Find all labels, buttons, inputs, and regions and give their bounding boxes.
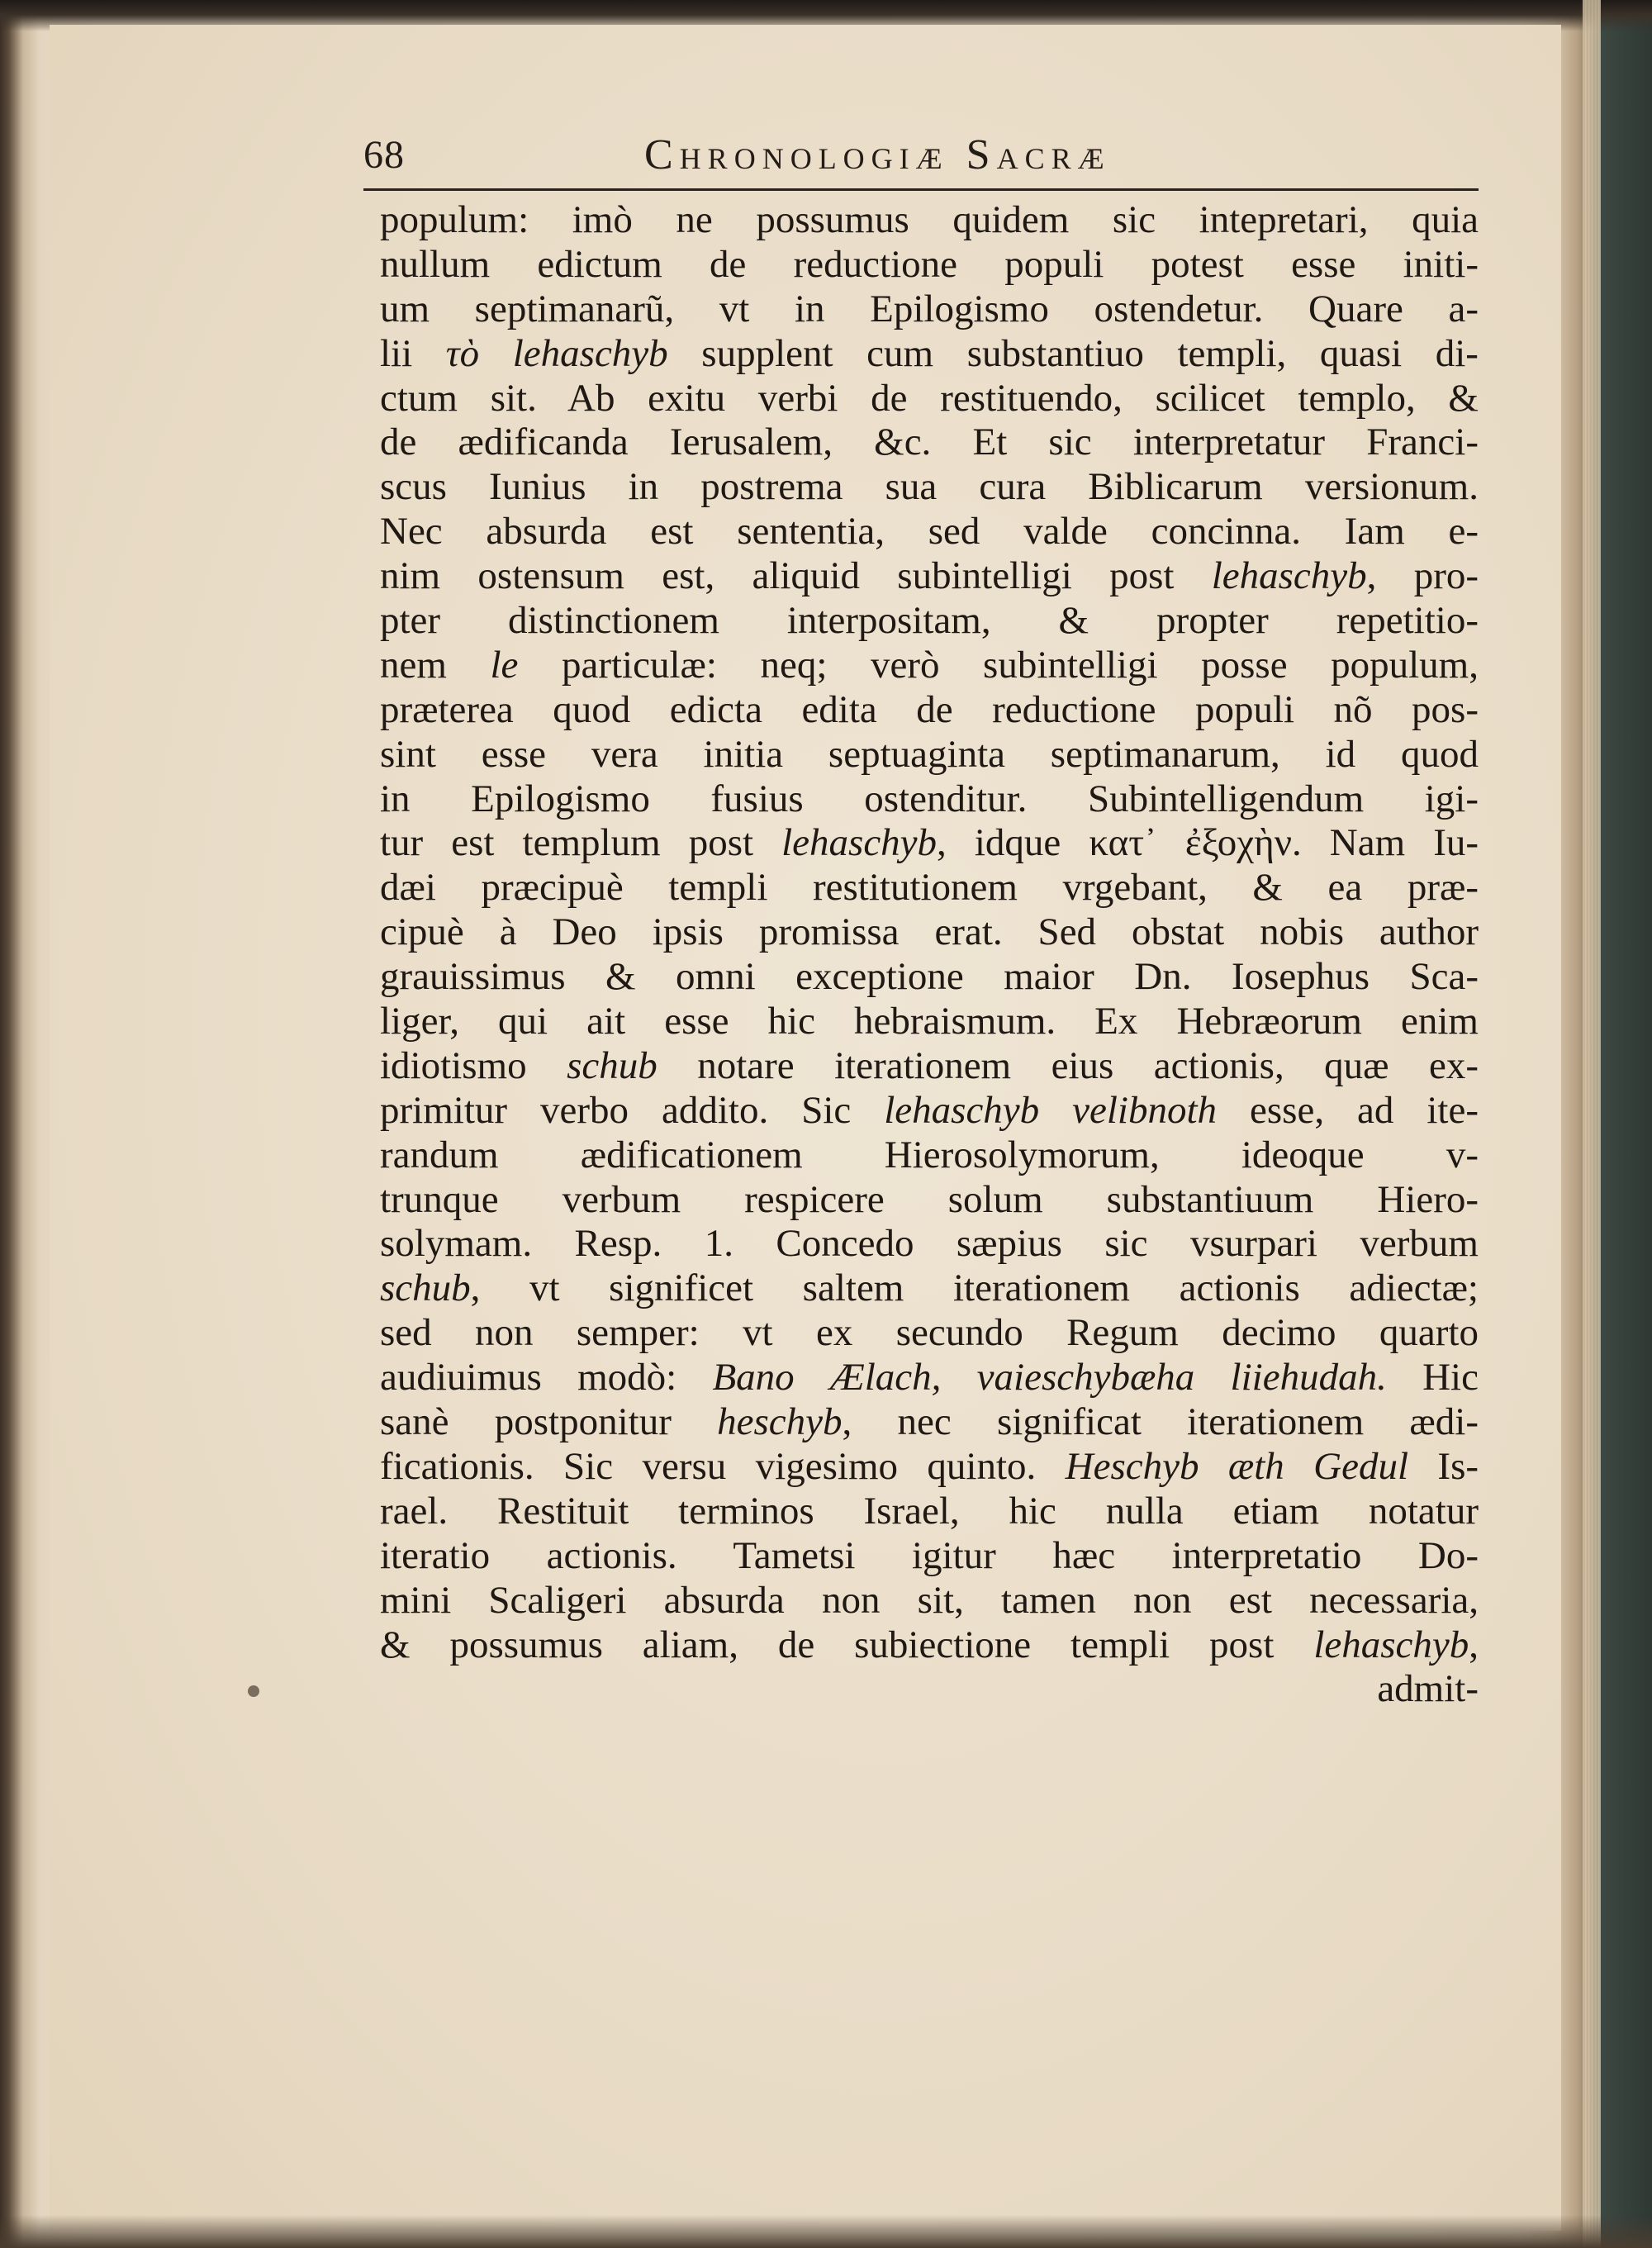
text-segment: lii <box>380 331 446 375</box>
text-line <box>380 599 1479 644</box>
italic-text: schub <box>567 1043 657 1087</box>
text-line <box>380 1000 1479 1044</box>
text-line <box>380 465 1479 510</box>
text-line <box>380 421 1479 465</box>
text-segment: nullum edictum de reductione populi potest esse initi- <box>380 242 1479 286</box>
text-segment: ficationis. Sic versu vigesimo quinto. <box>380 1444 1066 1488</box>
text-line <box>380 1623 1479 1668</box>
text-line <box>380 955 1479 1000</box>
text-line <box>380 688 1479 733</box>
text-line <box>380 332 1479 377</box>
text-line <box>380 1222 1479 1267</box>
text-segment: populum: imò ne possumus quidem sic intepretari, quia <box>380 198 1479 241</box>
body-text <box>380 198 1479 1712</box>
text-segment: um septimanarũ, vt in Epilogismo ostendetur. Quare a- <box>380 287 1479 330</box>
text-segment: rael. Restituit terminos Israel, hic nulla etiam notatur <box>380 1489 1479 1533</box>
italic-text: lehaschyb <box>781 821 938 865</box>
text-line <box>380 1400 1479 1445</box>
italic-text: lehaschyb velibnoth <box>884 1088 1218 1132</box>
book-bottom-edge <box>0 2215 1652 2248</box>
text-segment: pter distinctionem interpositam, & propter repetitio- <box>380 599 1479 643</box>
italic-text: Bano Ælach, vaieschybæha liiehudah. <box>712 1356 1387 1400</box>
text-line <box>380 1267 1479 1311</box>
text-segment: Is- <box>1408 1444 1479 1488</box>
text-line <box>380 644 1479 688</box>
text-segment: sanè postponitur <box>380 1400 718 1444</box>
text-line <box>380 866 1479 910</box>
text-line <box>380 821 1479 866</box>
text-segment: de ædificanda Ierusalem, &c. Et sic interpretatur Franci- <box>380 421 1479 464</box>
text-segment: primitur verbo addito. Sic <box>380 1088 885 1132</box>
text-line <box>380 1134 1479 1178</box>
ink-spot <box>248 1685 259 1697</box>
text-line <box>380 1579 1479 1623</box>
text-segment: trunque verbum respicere solum substantiuum Hiero- <box>380 1177 1479 1221</box>
text-segment: liger, qui ait esse hic hebraismum. Ex Hebræorum enim <box>380 1000 1479 1043</box>
text-segment: , vt significet saltem iterationem actionis adiectæ; <box>470 1267 1479 1310</box>
text-segment: , idque κατ᾽ ἐξοχὴν. Nam Iu- <box>937 821 1479 865</box>
text-line <box>380 510 1479 554</box>
text-segment: randum ædificationem Hierosolymorum, ideoque v- <box>380 1133 1479 1176</box>
text-line <box>380 554 1479 599</box>
text-segment: particulæ: neq; verò subintelligi posse populum, <box>518 643 1479 687</box>
text-segment: esse, ad ite- <box>1217 1088 1479 1132</box>
text-segment: solymam. Resp. 1. Concedo sæpius sic vsurpari verbum <box>380 1222 1479 1266</box>
text-line <box>380 377 1479 421</box>
text-segment: iteratio actionis. Tametsi igitur hæc interpretatio Do- <box>380 1533 1479 1577</box>
text-segment: nim ostensum est, aliquid subintelligi post <box>380 554 1212 598</box>
page-edges <box>1583 0 1601 2248</box>
page-header <box>363 122 1479 188</box>
italic-text: Heschyb æth Gedul <box>1065 1444 1409 1488</box>
text-line <box>380 1044 1479 1089</box>
text-line <box>380 243 1479 288</box>
text-line <box>380 288 1479 332</box>
text-segment: , nec significat iterationem ædi- <box>842 1400 1479 1444</box>
text-segment: præterea quod edicta edita de reductione populi nõ pos- <box>380 687 1479 731</box>
text-segment: sint esse vera initia septuaginta septimanarum, id quod <box>380 732 1479 776</box>
text-segment: sed non semper: vt ex secundo Regum decimo quarto <box>380 1311 1479 1355</box>
text-segment: Nec absurda est sententia, sed valde concinna. Iam e- <box>380 510 1479 554</box>
text-line <box>380 1089 1479 1134</box>
text-line <box>380 1445 1479 1490</box>
text-segment: tur est templum post <box>380 821 782 865</box>
text-segment: mini Scaligeri absurda non sit, tamen non est necessaria, <box>380 1578 1479 1622</box>
text-segment: cipuè à Deo ipsis promissa erat. Sed obstat nobis author <box>380 910 1479 954</box>
text-segment: notare iterationem eius actionis, quæ ex- <box>657 1043 1479 1087</box>
page-number: 68 <box>363 133 405 177</box>
text-segment: supplent cum substantiuo templi, quasi di- <box>667 331 1479 375</box>
text-segment: Hic <box>1386 1356 1479 1400</box>
text-line <box>380 1534 1479 1579</box>
italic-text: lehaschyb <box>1211 554 1367 598</box>
italic-text: lehaschyb <box>1313 1623 1469 1666</box>
text-line <box>380 1667 1479 1712</box>
text-segment: grauissimus & omni exceptione maior Dn. Iosephus Sca- <box>380 955 1479 999</box>
text-segment: nem <box>380 643 491 687</box>
text-segment: audiuimus modò: <box>380 1356 713 1400</box>
running-title: Chronologiæ Sacræ <box>644 131 1111 178</box>
text-segment: ctum sit. Ab exitu verbi de restituendo, scilicet templo, & <box>380 376 1479 420</box>
text-segment: admit- <box>1377 1667 1479 1711</box>
text-line <box>380 198 1479 243</box>
text-line <box>380 777 1479 822</box>
text-line <box>380 1356 1479 1400</box>
text-segment: , <box>1469 1623 1479 1666</box>
text-line <box>380 1311 1479 1356</box>
italic-text: schub <box>380 1267 471 1310</box>
text-segment: idiotismo <box>380 1043 567 1087</box>
header-rule <box>363 188 1479 191</box>
italic-text: τὸ lehaschyb <box>445 331 668 375</box>
text-segment: dæi præcipuè templi restitutionem vrgebant, & ea præ- <box>380 866 1479 910</box>
text-segment: & possumus aliam, de subiectione templi post <box>380 1623 1314 1666</box>
text-segment: scus Iunius in postrema sua cura Biblicarum versionum. <box>380 465 1479 509</box>
text-line <box>380 1490 1479 1534</box>
text-line <box>380 1178 1479 1223</box>
text-line <box>380 910 1479 955</box>
text-segment: in Epilogismo fusius ostenditur. Subintelligendum igi- <box>380 777 1479 820</box>
text-line <box>380 733 1479 777</box>
italic-text: heschyb <box>717 1400 843 1444</box>
italic-text: le <box>490 643 519 687</box>
text-segment: , pro- <box>1366 554 1479 598</box>
